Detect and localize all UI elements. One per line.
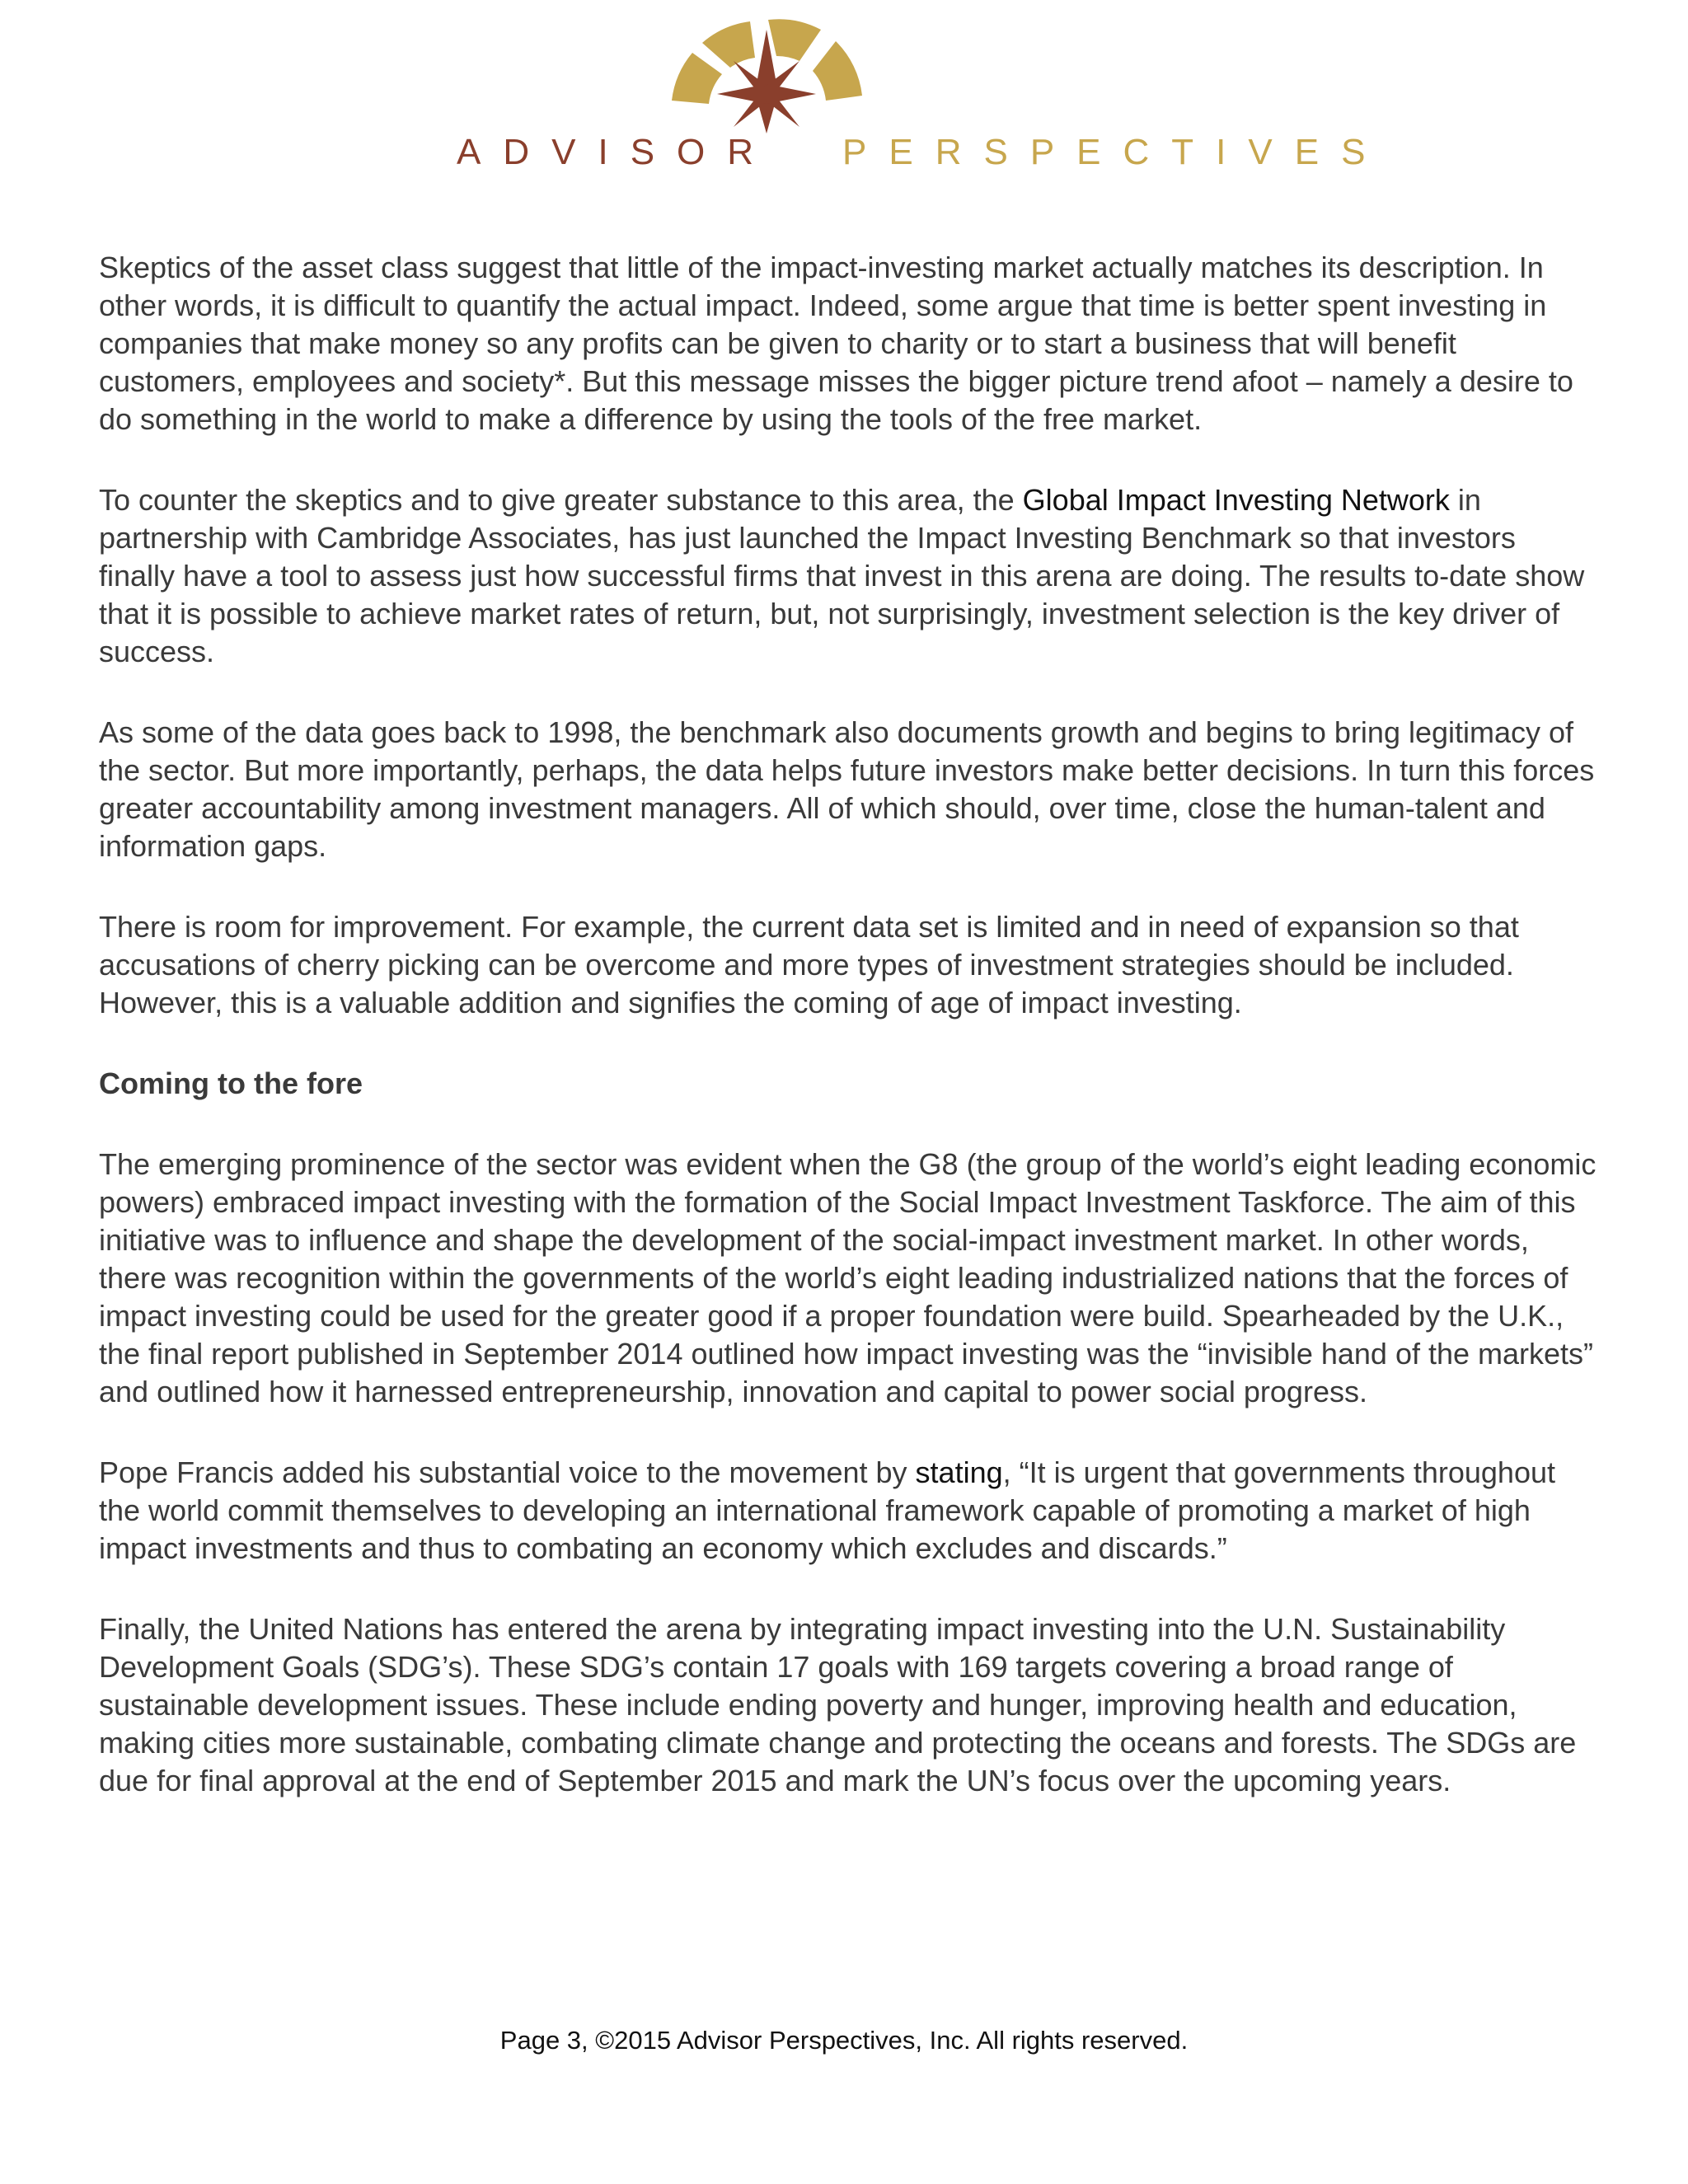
paragraph-skeptics: Skeptics of the asset class suggest that little of the impact-investing market actually matches its description. In other words, it is difficult to quantify the actual impact. Indeed, some argue that time is better spent investing in companies that make money so any profits can be given to charity or to start a business that will benefit customers, employees and society*. But this message misses the bigger picture trend afoot – namely a desire to do something in the world to make a difference by using the tools of the free market.: [99, 251, 1573, 436]
logo-word-perspectives: PERSPECTIVES: [842, 132, 1388, 172]
giin-link[interactable]: Global Impact Investing Network: [1022, 483, 1450, 517]
paragraph-united-nations: Finally, the United Nations has entered the arena by integrating impact investing into the U.N. Sustainability Development Goals (SDG’s). These SDG’s contain 17 goals with 169 targets covering a broad range of sustainable development issues. These include ending poverty and hunger, improving health and education, making cities more sustainable, combating climate change and protecting the oceans and forests. The SDGs are due for final approval at the end of September 2015 and mark the UN’s focus over the upcoming years.: [99, 1612, 1577, 1797]
paragraph-counter-skeptics: [99, 481, 1599, 671]
stating-link[interactable]: stating: [915, 1455, 1003, 1489]
paragraph-text: , “It is urgent that governments throughout the world commit themselves to developing an international framework capable of promoting a market of high impact investments and thus to combating an economy which excludes and discards.”: [99, 1455, 1556, 1565]
logo-word-advisor: ADVISOR: [457, 132, 776, 172]
advisor-perspectives-logo: [445, 18, 1388, 183]
page-footer: Page 3, ©2015 Advisor Perspectives, Inc. All rights reserved.: [499, 2026, 1189, 2055]
paragraph-improvement: There is room for improvement. For example, the current data set is limited and in need of expansion so that accusations of cherry picking can be overcome and more types of investment strategies should be included. However, this is a valuable addition and signifies the coming of age of impact investing.: [99, 910, 1519, 1019]
article-body: [99, 249, 1599, 1843]
paragraph-text: in partnership with Cambridge Associates, has just launched the Impact Investing Benchmark so that investors finally have a tool to assess just how successful firms that invest in this arena are doing. The results to-date show that it is possible to achieve market rates of return, but, not surprisingly, investment selection is the key driver of success.: [99, 483, 1585, 668]
section-heading: Coming to the fore: [99, 1066, 363, 1100]
paragraph-text: To counter the skeptics and to give greater substance to this area, the: [99, 483, 1023, 517]
paragraph-g8: The emerging prominence of the sector was evident when the G8 (the group of the world’s eight leading economic powers) embraced impact investing with the formation of the Social Impact Investment Taskforce. The aim of this initiative was to influence and shape the development of the social-impact investment market. In other words, there was recognition within the governments of the world’s eight leading industrialized nations that the forces of impact investing could be used for the greater good if a proper foundation were build. Spearheaded by the U.K., the final report published in September 2014 outlined how impact investing was the “invisible hand of the markets” and outlined how it harnessed entrepreneurship, innovation and capital to power social progress.: [99, 1147, 1597, 1408]
paragraph-text: Pope Francis added his substantial voice to the movement by: [99, 1455, 916, 1489]
paragraph-data-history: As some of the data goes back to 1998, the benchmark also documents growth and begins to bring legitimacy of the sector. But more importantly, perhaps, the data helps future investors make better decisions. In turn this forces greater accountability among investment managers. All of which should, over time, close the human-talent and information gaps.: [99, 715, 1595, 863]
paragraph-pope-francis: [99, 1454, 1599, 1568]
compass-star-icon: [445, 18, 1253, 134]
